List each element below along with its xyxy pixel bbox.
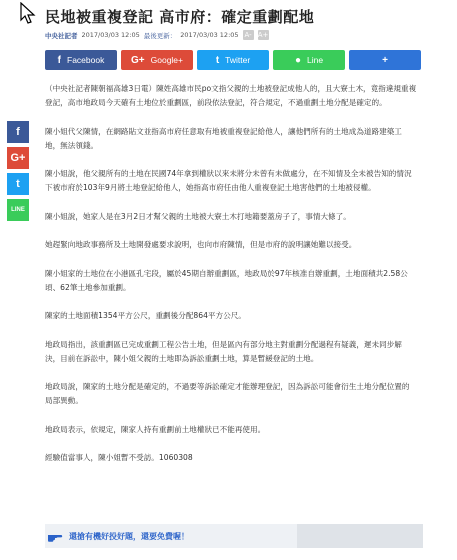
article-paragraph: 陳小姐說，她家人是在3月2日才幫父親的土地被大寮土木打地籍要蓋房子了，事情大條了。	[45, 211, 351, 221]
promo-banner[interactable]	[45, 524, 423, 548]
article-paragraph: 陳小姐說，他父親所有的土地在民國74年拿到權狀以來未將分未曾有未做處分，在不知情及全未被告知的情況下被市府於103年9月將土地登記給他人，她指高市府任由他人重複登記土地害他們的土地被侵權。	[45, 169, 412, 192]
article-title: 民地被重複登記 高市府：確定重劃配地	[45, 8, 315, 26]
article-paragraph: 經驗值當事人，陳小姐暫不受訪。1060308	[45, 453, 193, 462]
side-share-facebook-button[interactable]	[7, 121, 29, 143]
line-icon: ●	[294, 54, 301, 66]
article-paragraph: 地政局表示，依規定，陳家人持有重劃前土地權狀已不能再使用。	[45, 424, 266, 434]
share-google-label: Google+	[150, 55, 183, 65]
twitter-icon: t	[215, 54, 220, 66]
share-toolbar	[45, 50, 421, 70]
twitter-icon: t	[16, 178, 20, 190]
mouse-cursor-icon	[20, 2, 36, 24]
side-share-twitter-button[interactable]	[7, 173, 29, 195]
google-plus-icon: G+	[131, 54, 145, 66]
line-icon: LINE	[11, 207, 25, 213]
share-more-button[interactable]	[349, 50, 421, 70]
article-paragraph: （中央社記者陳朝福高雄3日電）陳姓高雄市民po文指父親的土地被登記成他人的，且大寮土木，竟指違規重複登記，高市地政局今天確有土地位於重劃區，前段依法登記，符合規定，不過重劃土地分配是確定的。	[45, 84, 417, 107]
font-larger-button[interactable]: A+	[257, 31, 269, 39]
updated-label: 最後更新：	[143, 31, 177, 40]
article-paragraph: 陳小姐家的土地位在小港區孔宅段，屬於45期自辦重劃區，地政局於97年核准自辦重劃，土地面積共2.58公頃、62筆土地參加重劃。	[45, 268, 408, 292]
side-share-google-button[interactable]	[7, 147, 29, 169]
pointing-hand-icon	[47, 529, 63, 543]
facebook-icon: f	[16, 126, 20, 138]
share-twitter-label: Twitter	[225, 55, 251, 65]
source-label: 中央社記者	[45, 31, 78, 40]
promo-text: 還搶有機好投好題，還要免費喔！	[69, 531, 189, 541]
published-time: 2017/03/03 12:05	[81, 31, 140, 39]
article-paragraph: 陳小姐代父陳情，在網路貼文並指高市府任意取有地被重複登記給他人，讓他們所有的土地成為道路建築工地，無法領錢。	[45, 126, 402, 150]
plus-icon: +	[382, 54, 388, 66]
share-facebook-button[interactable]	[45, 50, 117, 70]
font-smaller-button[interactable]: A-	[244, 31, 252, 39]
share-google-button[interactable]	[121, 50, 193, 70]
article-body	[45, 82, 417, 478]
share-twitter-button[interactable]	[197, 50, 269, 70]
share-facebook-label: Facebook	[67, 55, 105, 65]
article-paragraph: 她趕緊向地政事務所及土地開發處要求說明，也向市府陳情，但是市府的說明讓她難以接受。	[45, 240, 357, 249]
facebook-icon: f	[57, 54, 61, 66]
side-share-line-button[interactable]	[7, 199, 29, 221]
article-paragraph: 地政局指出，該重劃區已完成重劃工程公告土地，但是區內有部分地主對重劃分配過程有疑義，遲未同步解決，目前在訴訟中，陳小姐父親的土地即為訴訟重劃土地，算是暫緩登記的土地。	[45, 339, 402, 363]
article-paragraph: 地政局說，陳家的土地分配是確定的，不過要等訴訟確定才能辦理登記，因為訴訟可能會衍生土地分配位置的局部異動。	[45, 382, 410, 405]
google-plus-icon: G+	[10, 152, 26, 164]
share-line-button[interactable]	[273, 50, 345, 70]
updated-time: 2017/03/03 12:05	[180, 31, 239, 39]
share-line-label: Line	[306, 55, 324, 65]
promo-banner-right-panel	[297, 524, 423, 548]
article-meta	[45, 30, 269, 40]
article-paragraph: 陳家的土地面積1354平方公尺，重劃後分配864平方公尺。	[45, 311, 246, 320]
